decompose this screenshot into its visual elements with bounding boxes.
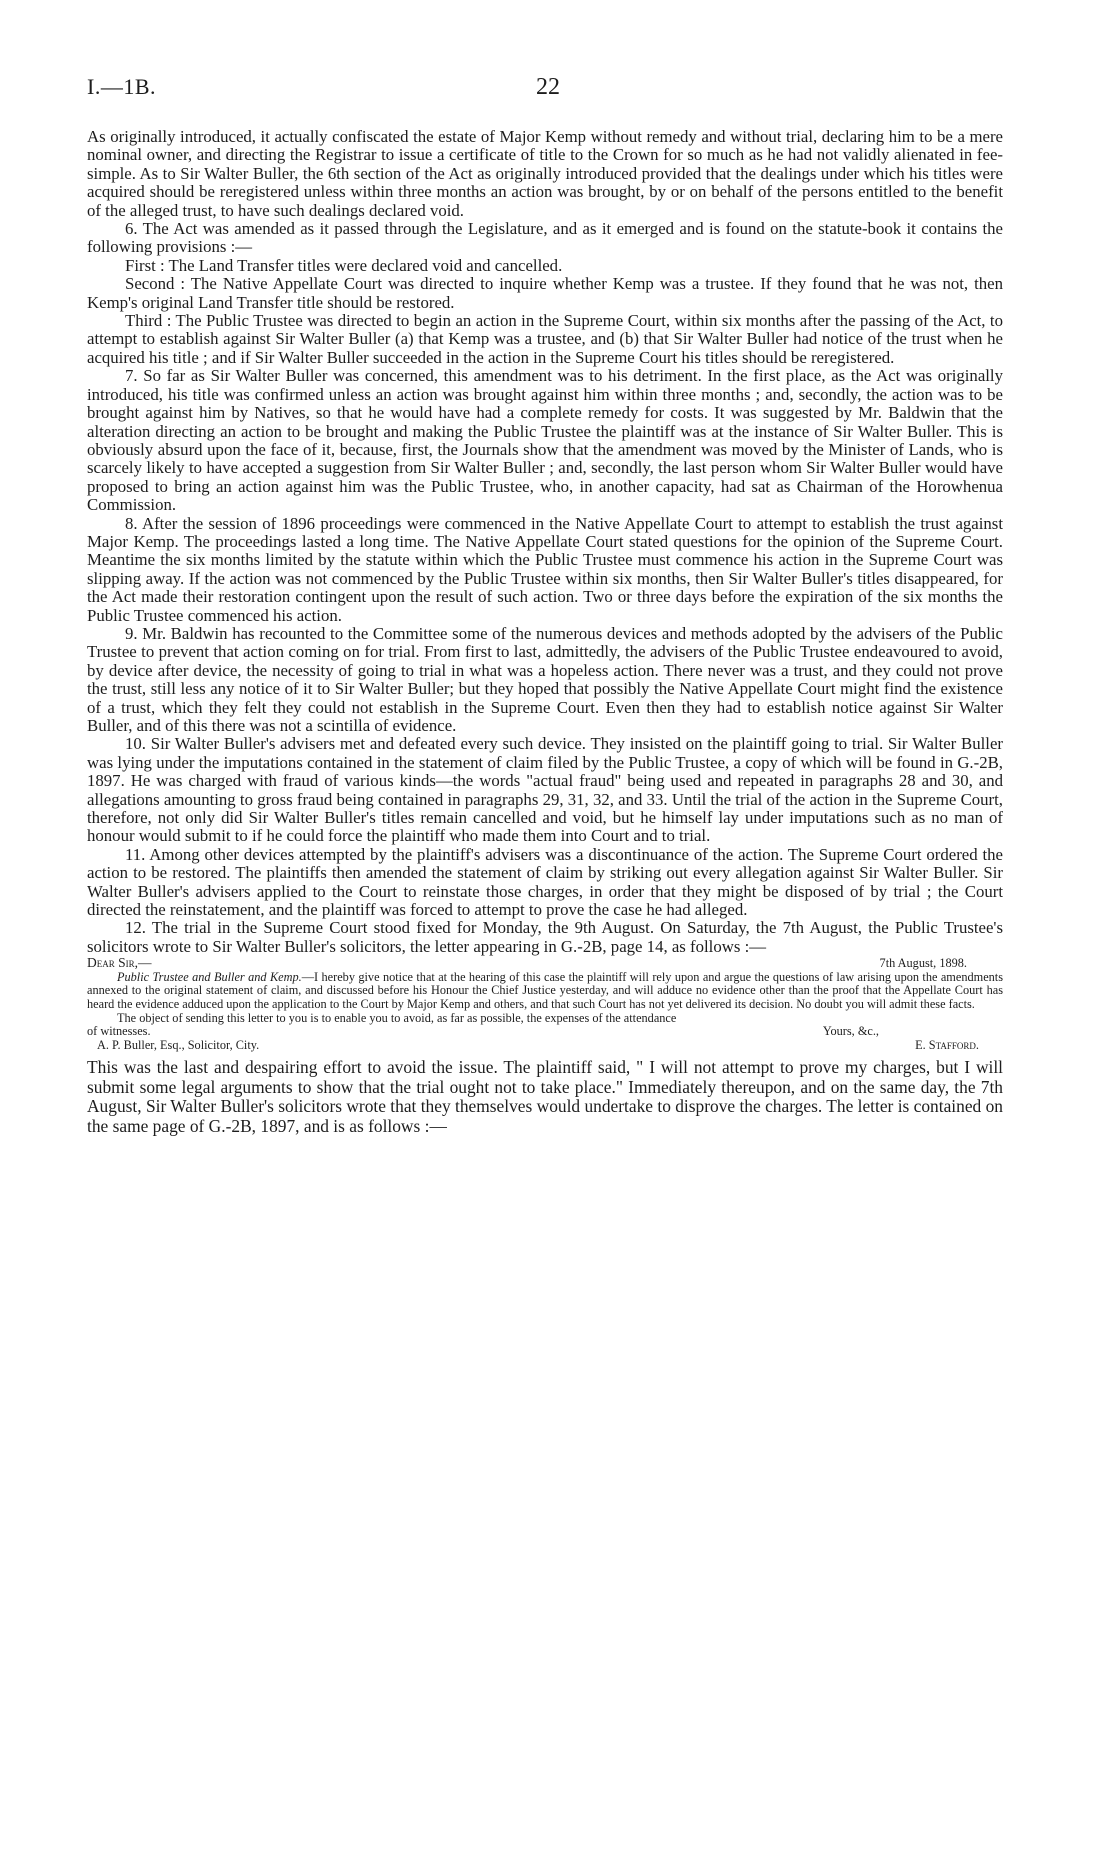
- letter-second-end: of witnesses.: [87, 1024, 151, 1039]
- provision-second: Second : The Native Appellate Court was directed to inquire whether Kemp was a trustee. If they found that he was not, then Kemp's original Land Transfer title should be restored.: [87, 274, 1003, 312]
- letter-addressee: A. P. Buller, Esq., Solicitor, City.: [97, 1037, 260, 1052]
- paragraph-7: 7. So far as Sir Walter Buller was concerned, this amendment was to his detriment. In the first place, as the Act was originally introduced, his title was confirmed unless an action was brought against him within three months ; and, secondly, the action was to be brought against him by Natives, so that he would have had a complete remedy for costs. It was suggested by Mr. Baldwin that the alteration directing an action to be brought and making the Public Trustee the plaintiff was at the instance of Sir Walter Buller. This is obviously absurd upon the face of it, because, first, the Journals show that the amendment was moved by the Minister of Lands, who is scarcely likely to have accepted a suggestion from Sir Walter Buller ; and, secondly, the last person whom Sir Walter Buller would have proposed to bring an action against him was the Public Trustee, who, in another capacity, had sat as Chairman of the Horowhenua Commission.: [87, 366, 1003, 515]
- letter-body: [87, 971, 1003, 1012]
- paragraph-after-letter: This was the last and despairing effort to avoid the issue. The plaintiff said, " I will not attempt to prove my charges, but I will submit some legal arguments to show that the trial ought not to take place." Immediately thereupon, and on the same day, the 7th August, Sir Walter Buller's solicitors wrote that they themselves would undertake to disprove the charges. The letter is contained on the same page of G.-2B, 1897, and is as follows :—: [87, 1057, 1003, 1136]
- letter-case-title: Public Trustee and Buller and Kemp.: [117, 969, 302, 984]
- paragraph-6: 6. The Act was amended as it passed through the Legislature, and as it emerged and is found on the statute-book it contains the following provisions :—: [87, 219, 1003, 257]
- letter-header-row: [87, 956, 1003, 971]
- letter-closing: Yours, &c.,: [822, 1024, 879, 1039]
- paragraph-11: 11. Among other devices attempted by the plaintiff's advisers was a discontinuance of the action. The Supreme Court ordered the action to be restored. The plaintiffs then amended the statement of claim by striking out every allegation against Sir Walter Buller. Sir Walter Buller's advisers applied to the Court to reinstate those charges, in order that they might be disposed of by trial ; the Court directed the reinstatement, and the plaintiff was forced to attempt to prove the case he had alleged.: [87, 844, 1003, 920]
- letter-signature: E. Stafford.: [915, 1037, 979, 1052]
- letter-closing-row: [87, 1025, 1003, 1039]
- quoted-letter: [87, 956, 1003, 1052]
- letter-second-paragraph: The object of sending this letter to you is to enable you to avoid, as far as possible, the expenses of the attendance: [117, 1010, 677, 1025]
- letter-body-text: —I hereby give notice that at the hearing of this case the plaintiff will rely upon and argue the questions of law arising upon the amendments annexed to the original statement of claim, and discussed before his Honour the Chief Justice yesterday, and will adduce no evidence other than the proof that the Appellate Court has heard the evidence adduced upon the application to the Court by Major Kemp and others, and that such Court has not yet delivered its decision. No doubt you will admit these facts.: [87, 969, 1004, 1012]
- provision-first: First : The Land Transfer titles were declared void and cancelled.: [125, 255, 563, 275]
- document-reference: I.—1B.: [87, 74, 156, 99]
- paragraph-9: 9. Mr. Baldwin has recounted to the Committee some of the numerous devices and methods adopted by the advisers of the Public Trustee to prevent that action coming on for trial. From first to last, admittedly, the advisers of the Public Trustee endeavoured to avoid, by device after device, the necessity of going to trial in what was a hopeless action. There never was a trust, and they could not prove the trust, still less any notice of it to Sir Walter Buller; but they hoped that possibly the Native Appellate Court might find the existence of a trust, which they felt they could not establish in the Supreme Court. Even then they had to establish notice against Sir Walter Buller, and of this there was not a scintilla of evidence.: [87, 623, 1003, 735]
- paragraph-continuation: As originally introduced, it actually confiscated the estate of Major Kemp without remedy and without trial, declaring him to be a mere nominal owner, and directing the Registrar to issue a certificate of title to the Crown for so much as he had not validly alienated in fee-simple. As to Sir Walter Buller, the 6th section of the Act as originally introduced provided that the dealings under which his titles were acquired should be reregistered unless within three months an action was brought, by or on behalf of the persons entitled to the benefit of the alleged trust, to have such dealings declared void.: [87, 127, 1003, 220]
- page-header: [87, 74, 1027, 104]
- letter-salutation: Dear Sir,—: [87, 955, 152, 971]
- paragraph-8: 8. After the session of 1896 proceedings were commenced in the Native Appellate Court to attempt to establish the trust against Major Kemp. The proceedings lasted a long time. The Native Appellate Court stated questions for the opinion of the Supreme Court. Meantime the six months limited by the statute within which the Public Trustee must commence his action in the Supreme Court was slipping away. If the action was not commenced by the Public Trustee within six months, then Sir Walter Buller's titles disappeared, for the Act made their restoration contingent upon the result of such action. Two or three days before the expiration of the six months the Public Trustee commenced his action.: [87, 513, 1003, 625]
- letter-date: 7th August, 1898.: [879, 956, 967, 971]
- page-number: 22: [536, 74, 560, 100]
- provision-third: Third : The Public Trustee was directed to begin an action in the Supreme Court, within six months after the passing of the Act, to attempt to establish against Sir Walter Buller (a) that Kemp was a trustee, and (b) that Sir Walter Buller had notice of the trust when he acquired his title ; and if Sir Walter Buller succeeded in the action in the Supreme Court his titles should be reregistered.: [87, 311, 1003, 367]
- letter-signature-row: [87, 1039, 1003, 1053]
- document-body: [87, 128, 1003, 1136]
- paragraph-12: 12. The trial in the Supreme Court stood fixed for Monday, the 9th August. On Saturday, the 7th August, the Public Trustee's solicitors wrote to Sir Walter Buller's solicitors, the letter appearing in G.-2B, page 14, as follows :—: [87, 918, 1003, 956]
- paragraph-10: 10. Sir Walter Buller's advisers met and defeated every such device. They insisted on the plaintiff going to trial. Sir Walter Buller was lying under the imputations contained in the statement of claim filed by the Public Trustee, a copy of which will be found in G.-2B, 1897. He was charged with fraud of various kinds—the words "actual fraud" being used and repeated in paragraphs 28 and 30, and allegations amounting to gross fraud being contained in paragraphs 29, 31, 32, and 33. Until the trial of the action in the Supreme Court, therefore, not only did Sir Walter Buller's titles remain cancelled and void, but he himself lay under imputations such as no man of honour would submit to if he could force the plaintiff who made them into Court and to trial.: [87, 734, 1003, 846]
